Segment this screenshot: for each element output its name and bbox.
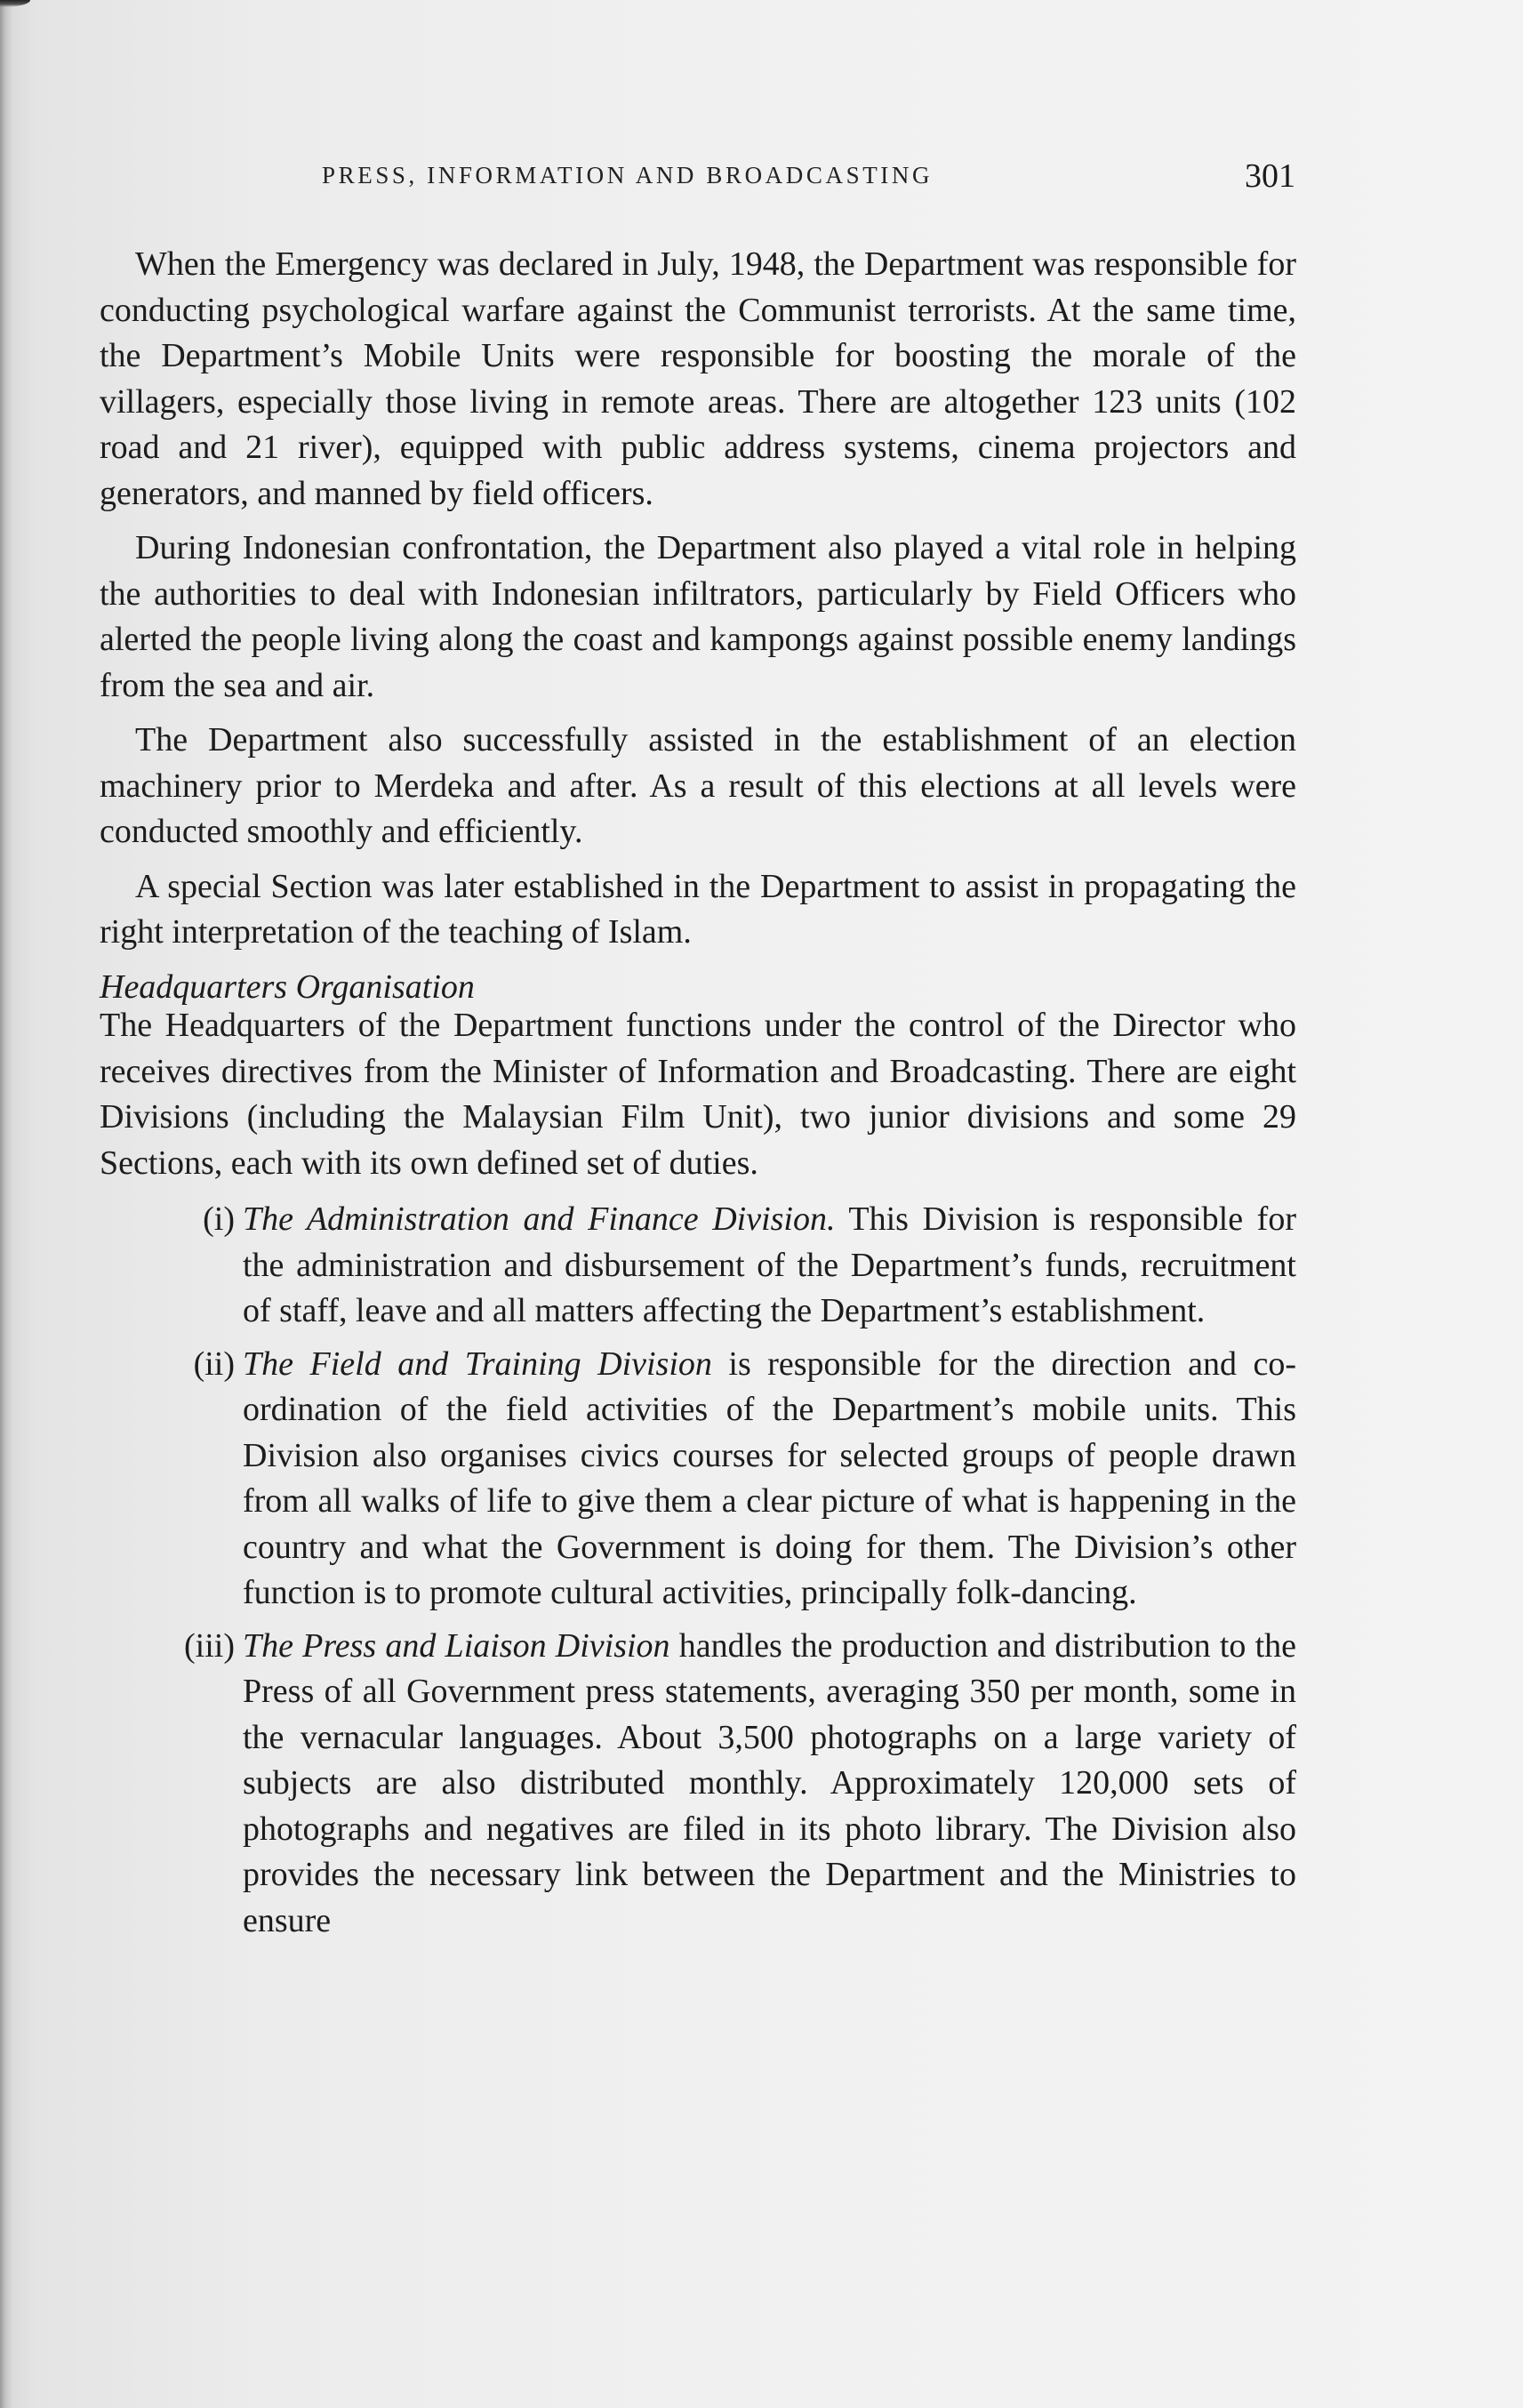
list-item-label: (ii) — [193, 1344, 235, 1383]
list-item — [100, 1624, 1296, 1945]
division-title: The Administration and Finance Division. — [243, 1200, 836, 1238]
section-intro: The Headquarters of the Department functions under the control of the Director who receives directives from the Minister of Information and Broadcasting. There are eight Divisions (including the Malaysian Film Unit), two junior divisions and some 29 Sections, each with its own defined set of duties. — [100, 1007, 1296, 1182]
running-title: PRESS, INFORMATION AND BROADCASTING — [322, 162, 934, 189]
list-item-label: (i) — [203, 1200, 235, 1238]
section-heading: Headquarters Organisation — [100, 967, 475, 1006]
division-text: is responsible for the direction and co-ordination of the field activities of the Department’s mobile units. This Division also organises civics courses for selected groups of people drawn from all walks of life to give them a clear picture of what is happening in the country and what the Government is doing for them. The Division’s other function is to promote cultural activities, principally folk-dancing. — [243, 1344, 1296, 1611]
page-corner-shadow — [0, 0, 30, 7]
list-item — [100, 1342, 1296, 1617]
list-item-label: (iii) — [184, 1626, 235, 1665]
division-title: The Field and Training Division — [243, 1344, 712, 1383]
page-body — [100, 242, 1296, 1951]
list-item — [100, 1197, 1296, 1335]
running-head — [322, 157, 1295, 195]
paragraph-confrontation: During Indonesian confrontation, the Department also played a vital role in helping the authorities to deal with Indonesian infiltrators, particularly by Field Officers who alerted the people living along the coast and kampongs against possible enemy landings from the sea and air. — [100, 529, 1296, 704]
division-title: The Press and Liaison Division — [243, 1626, 670, 1665]
paragraph-elections: The Department also successfully assisted in the establishment of an election machinery prior to Merdeka and after. As a result of this elections at all levels were conducted smoothly and efficiently. — [100, 721, 1296, 850]
paragraph-emergency: When the Emergency was declared in July, 1948, the Department was responsible for conducting psychological warfare against the Communist terrorists. At the same time, the Department’s Mobile Units were responsible for boosting the morale of the villagers, especially those living in remote areas. There are altogether 123 units (102 road and 21 river), equipped with public address systems, cinema projectors and generators, and manned by field officers. — [100, 245, 1296, 512]
paragraph-islam-section: A special Section was later established in the Department to assist in propagating the right interpretation of the teaching of Islam. — [100, 867, 1296, 951]
page-number: 301 — [1245, 157, 1295, 195]
division-text: handles the production and distribution to the Press of all Government press statements, averaging 350 per month, some in the vernacular languages. About 3,500 photographs on a large variety of subjects are also distributed monthly. Approximately 120,000 sets of photographs and negatives are filed in its photo library. The Division also provides the necessary link between the Department and the Ministries to ensure — [243, 1626, 1296, 1939]
divisions-list — [100, 1197, 1296, 1944]
division-text: This Division is responsible for the administration and disbursement of the Department’s funds, recruitment of staff, leave and all matters affecting the Department’s establishment. — [243, 1200, 1296, 1329]
